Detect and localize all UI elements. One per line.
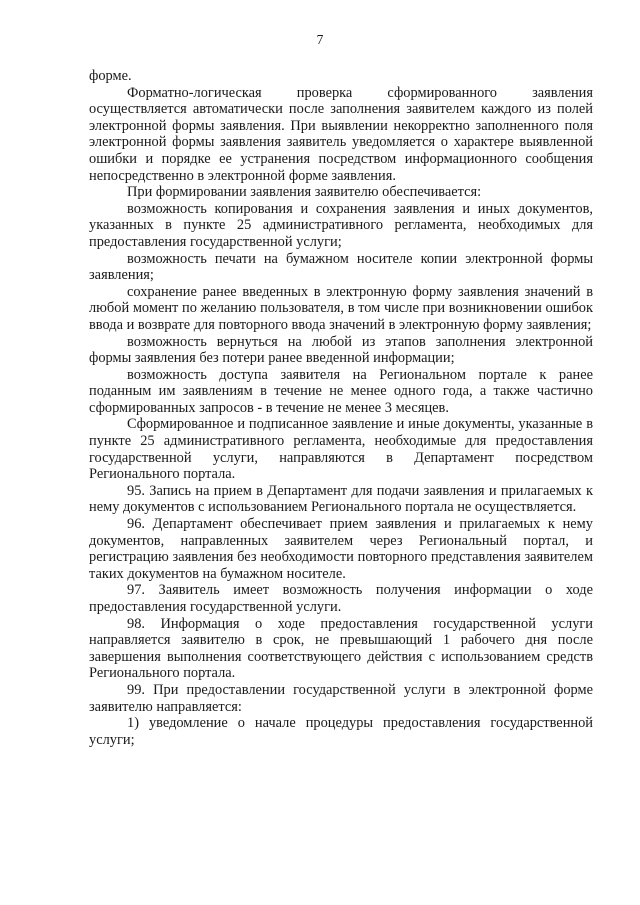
page-number: 7 [316,32,324,47]
paragraph: 95. Запись на прием в Департамент для подачи заявления и прилагаемых к нему документов с использованием Регионального портала не осуществляется. [89,482,593,516]
paragraph: форме. [89,68,132,84]
paragraph: При формировании заявления заявителю обеспечивается: [127,184,482,201]
document-body [89,68,593,748]
paragraph: возможность доступа заявителя на Региональном портале к ранее поданным им заявлениям в течение не менее одного года, а также частично сформированных запросов - в течение не менее 3 месяцев. [89,366,593,416]
paragraph: Сформированное и подписанное заявление и иные документы, указанные в пункте 25 административного регламента, необходимые для предоставления государственной услуги, направляются в Департамент посредством Регионального портала. [89,416,593,483]
paragraph: 1) уведомление о начале процедуры предоставления государственной услуги; [89,715,593,748]
paragraph: возможность копирования и сохранения заявления и иных документов, указанных в пункте 25 административного регламента, необходимых для предоставления государственной услуги; [89,200,593,250]
paragraph: возможность печати на бумажном носителе копии электронной формы заявления; [89,250,593,284]
paragraph: 99. При предоставлении государственной услуги в электронной форме заявителю направляется: [89,681,593,715]
paragraph: 98. Информация о ходе предоставления государственной услуги направляется заявителю в срок, не превышающий 1 рабочего дня после завершения выполнения соответствующего действия с использованием средств Регионального портала. [89,615,593,682]
paragraph: 97. Заявитель имеет возможность получения информации о ходе предоставления государственной услуги. [89,582,593,615]
paragraph: Форматно-логическая проверка сформированного заявления осуществляется автоматически после заполнения заявителем каждого из полей электронной формы заявления. При выявлении некорректно заполненного поля электронной формы заявления заявитель уведомляется о характере выявленной ошибки и порядке ее устранения посредством информационного сообщения непосредственно в электронной форме заявления. [89,84,593,184]
paragraph: сохранение ранее введенных в электронную форму заявления значений в любой момент по желанию пользователя, в том числе при возникновении ошибок ввода и возврате для повторного ввода значений в электронную форму заявления; [89,283,593,333]
paragraph: возможность вернуться на любой из этапов заполнения электронной формы заявления без потери ранее введенной информации; [89,333,593,367]
paragraph: 96. Департамент обеспечивает прием заявления и прилагаемых к нему документов, направленных заявителем через Региональный портал, и регистрацию заявления без необходимости повторного представления заявителем таких документов на бумажном носителе. [89,516,593,582]
